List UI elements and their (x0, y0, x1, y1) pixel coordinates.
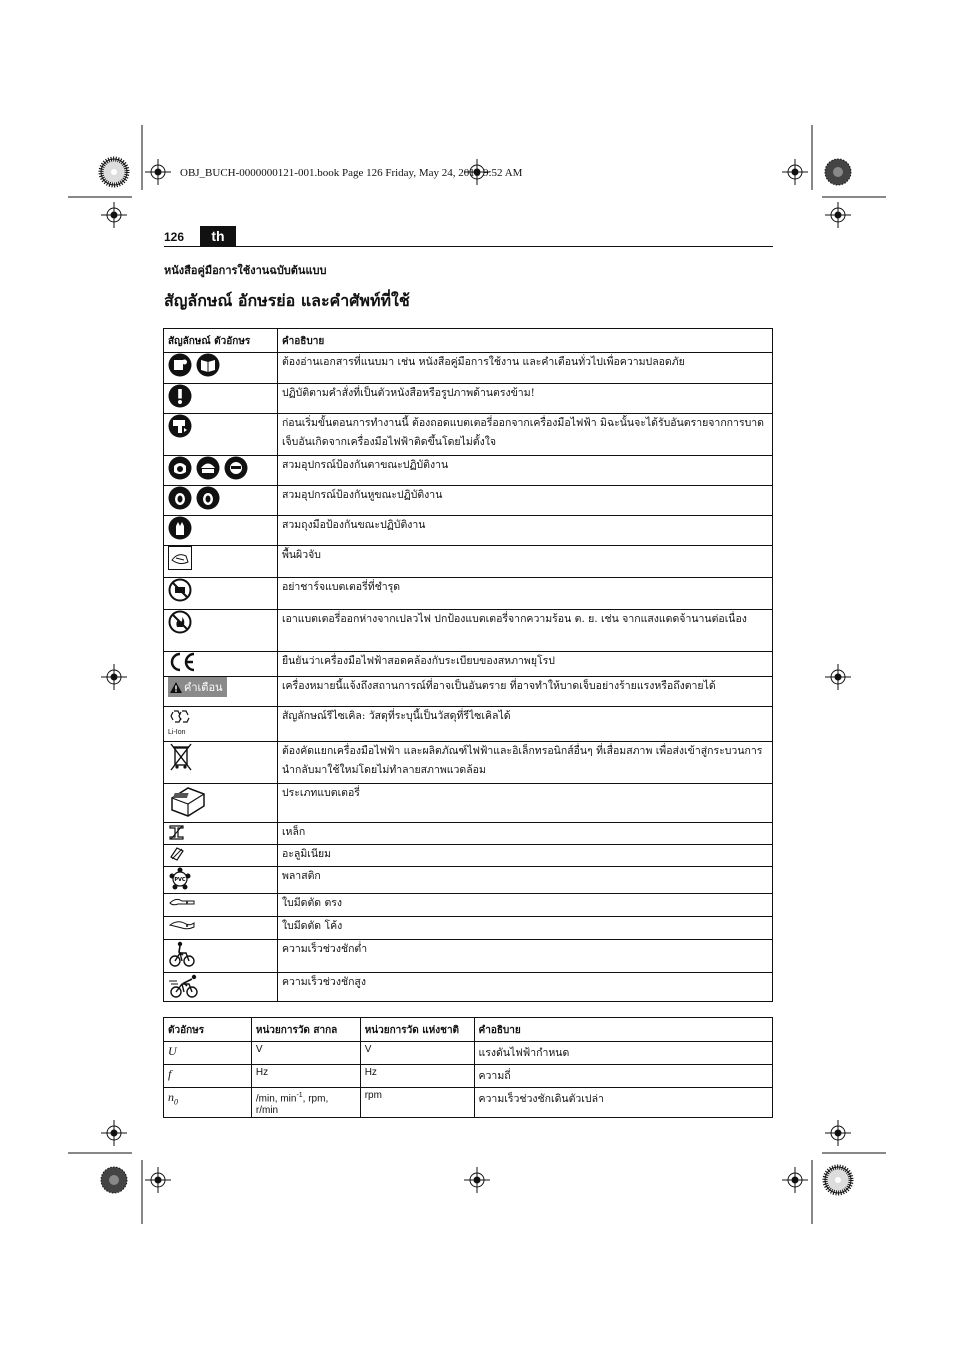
unit-symbol: f (164, 1065, 252, 1088)
unit-national: Hz (360, 1065, 474, 1088)
row-description: ประเภทแบตเตอรี่ (277, 784, 772, 823)
table-row (164, 610, 773, 652)
aluminium-icon (168, 845, 186, 863)
table-row (164, 845, 773, 867)
li-ion-label: Li-Ion (168, 729, 186, 736)
helmet-visor-icon (196, 456, 220, 480)
table-row (164, 973, 773, 1002)
table-row (164, 353, 773, 384)
warning-triangle-icon (170, 682, 182, 693)
table-row (164, 1088, 773, 1118)
row-description: อะลูมิเนียม (277, 845, 772, 867)
ce-mark-icon (168, 652, 196, 672)
no-heat-battery-icon (168, 610, 192, 634)
gloves-icon (168, 516, 192, 540)
table-row (164, 677, 773, 707)
table-row (164, 578, 773, 610)
high-speed-bicycle-icon (168, 973, 200, 999)
page-title: สัญลักษณ์ อักษรย่อ และคำศัพท์ที่ใช้ (164, 291, 410, 310)
row-description: ยืนยันว่าเครื่องมือไฟฟ้าสอดคล้องกับระเบียบของสหภาพยุโรป (277, 652, 772, 677)
table-row (164, 546, 773, 578)
plastic-pvc-icon (168, 867, 192, 891)
row-description: สวมอุปกรณ์ป้องกันตาขณะปฏิบัติงาน (277, 456, 772, 486)
unit-national: rpm (360, 1088, 474, 1118)
table-header-row (164, 1018, 773, 1042)
row-description: เอาแบตเตอรี่ออกห่างจากเปลวไฟ ปกป้องแบตเตอรี่จากความร้อน ต. ย. เช่น จากแสงแดดจ้านานต่อเนื่อง (277, 610, 772, 652)
no-charge-damaged-battery-icon (168, 578, 192, 602)
page-number: 126 (164, 230, 185, 244)
table-row (164, 456, 773, 486)
header-national-unit: หน่วยการวัด แห่งชาติ (360, 1018, 474, 1042)
units-table (163, 1017, 773, 1118)
row-description: ความเร็วช่วงชักต่ำ (277, 940, 772, 973)
unit-si: V (251, 1042, 360, 1065)
table-row (164, 1042, 773, 1065)
low-speed-bicycle-icon (168, 940, 196, 968)
row-description: ใบมีดตัด ตรง (277, 894, 772, 917)
svg-text:PVC: PVC (174, 877, 186, 883)
ear-protection-icon (168, 486, 192, 510)
exclamation-icon (168, 384, 192, 408)
language-tab: th (200, 226, 236, 246)
header-description: คำอธิบาย (474, 1018, 772, 1042)
row-description: เครื่องหมายนี้แจ้งถึงสถานการณ์ที่อาจเป็นอันตราย ที่อาจทำให้บาดเจ็บอย่างร้ายแรงหรือถึงตายได้ (277, 677, 772, 707)
table-row (164, 940, 773, 973)
row-description: พื้นผิวจับ (277, 546, 772, 578)
straight-blade-icon (168, 894, 196, 908)
table-row (164, 917, 773, 940)
unit-si-part-c: r/min (255, 1105, 279, 1117)
recycle-li-ion-icon (168, 709, 192, 729)
table-row (164, 652, 773, 677)
table-row (164, 823, 773, 845)
unit-si-superscript: -1 (296, 1092, 303, 1099)
row-description: ใบมีดตัด โค้ง (277, 917, 772, 940)
row-description: พลาสติก (277, 867, 772, 894)
read-manual-icon (168, 353, 192, 377)
row-description: ความเร็วช่วงชักสูง (277, 973, 772, 1002)
touch-surface-icon (168, 546, 192, 570)
header-rule (164, 246, 773, 247)
row-description: ต้องอ่านเอกสารที่แนบมา เช่น หนังสือคู่มือการใช้งาน และคำเตือนทั่วไปเพื่อความปลอดภัย (277, 353, 772, 384)
header-symbol: สัญลักษณ์ ตัวอักษร (164, 329, 278, 353)
table-row (164, 707, 773, 742)
read-book-icon (196, 353, 220, 377)
battery-type-icon (168, 784, 208, 818)
unit-symbol: $n_0$ (164, 1088, 252, 1118)
unit-description: ความเร็วช่วงชักเดินตัวเปล่า (474, 1088, 772, 1118)
remove-battery-icon (168, 414, 192, 438)
crossed-bin-icon (168, 742, 194, 772)
header-si-unit: หน่วยการวัด สากล (251, 1018, 360, 1042)
table-row (164, 414, 773, 456)
curved-blade-icon (168, 917, 196, 931)
row-description: สวมอุปกรณ์ป้องกันหูขณะปฏิบัติงาน (277, 486, 772, 516)
row-description: อย่าชาร์จแบตเตอรี่ที่ชำรุด (277, 578, 772, 610)
header-letter: ตัวอักษร (164, 1018, 252, 1042)
table-row (164, 384, 773, 414)
face-shield-icon (168, 456, 192, 480)
unit-si (251, 1088, 360, 1118)
row-description: ก่อนเริ่มขั้นตอนการทำงานนี้ ต้องถอดแบตเตอรี่ออกจากเครื่องมือไฟฟ้า มิฉะนั้นจะได้รับอันตรายจากการบาดเจ็บอันเกิดจากเครื่องมือไฟฟ้าติดขึ้นโดยไม่ตั้งใจ (277, 414, 772, 456)
unit-national: V (360, 1042, 474, 1065)
table-header-row (164, 329, 773, 353)
unit-description: ความถี่ (474, 1065, 772, 1088)
table-row (164, 516, 773, 546)
ear-protection-icon (196, 486, 220, 510)
table-row (164, 784, 773, 823)
row-description: สัญลักษณ์รีไซเคิล: วัสดุที่ระบุนี้เป็นวัสดุที่รีไซเคิลได้ (277, 707, 772, 742)
unit-symbol-subscript: 0 (174, 1097, 178, 1107)
row-description: สวมถุงมือป้องกันขณะปฏิบัติงาน (277, 516, 772, 546)
unit-description: แรงดันไฟฟ้ากำหนด (474, 1042, 772, 1065)
row-description: ต้องคัดแยกเครื่องมือไฟฟ้า และผลิตภัณฑ์ไฟฟ้าและอิเล็กทรอนิกส์อื่นๆ ที่เสื่อมสภาพ เพื่อส่งเข้าสู่กระบวนการนำกลับมาใช้ใหม่โดยไม่ทำลายสภาพแวดล้อม (277, 742, 772, 784)
header-description: คำอธิบาย (277, 329, 772, 353)
table-row (164, 742, 773, 784)
table-row (164, 867, 773, 894)
warning-label-text: คำเตือน (184, 681, 223, 694)
file-info-line: OBJ_BUCH-0000000121-001.book Page 126 Friday, May 24, 2013 9:52 AM (180, 167, 523, 179)
unit-symbol: U (164, 1042, 252, 1065)
warning-label (168, 677, 227, 697)
safety-goggles-icon (224, 456, 248, 480)
table-row (164, 486, 773, 516)
row-description: เหล็ก (277, 823, 772, 845)
unit-si: Hz (251, 1065, 360, 1088)
unit-si-part-b: , rpm, (302, 1093, 329, 1105)
row-description: ปฏิบัติตามคำสั่งที่เป็นตัวหนังสือหรือรูปภาพด้านตรงข้าม! (277, 384, 772, 414)
section-subtitle: หนังสือคู่มือการใช้งานฉบับต้นแบบ (164, 264, 327, 277)
table-row (164, 1065, 773, 1088)
unit-si-part-a: /min, min (255, 1093, 297, 1105)
symbols-table (163, 328, 773, 1002)
table-row (164, 894, 773, 917)
steel-icon (168, 823, 186, 841)
